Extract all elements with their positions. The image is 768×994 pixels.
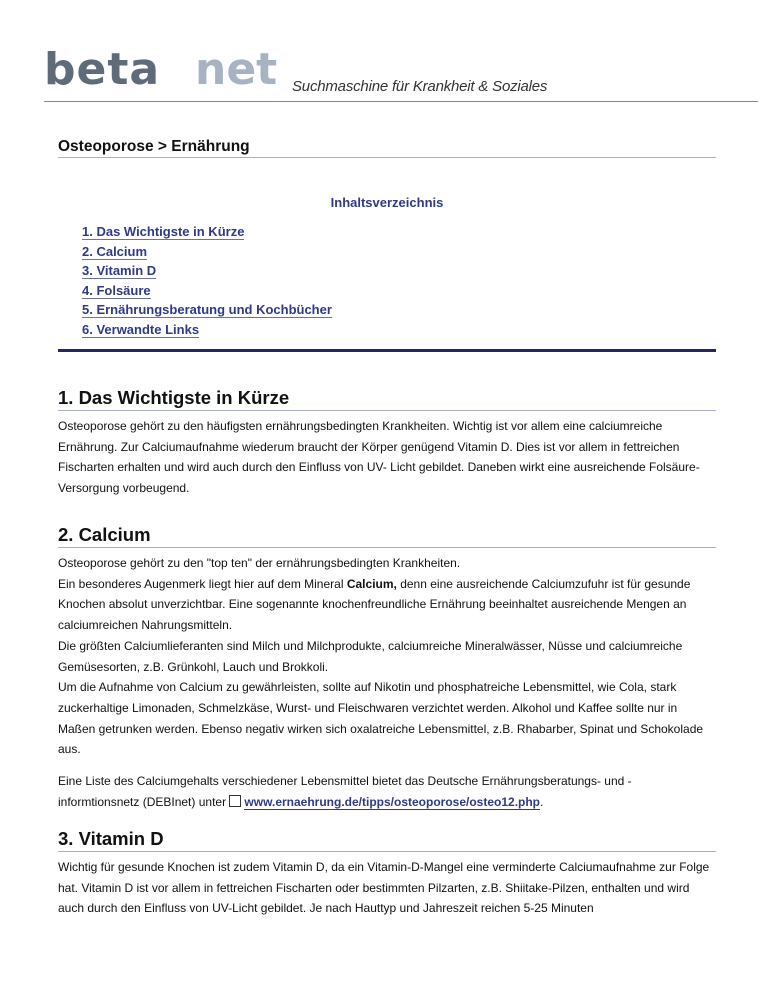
toc-link-folsaeure[interactable]: 4. Folsäure — [82, 282, 151, 298]
calcium-bold: Calcium, — [346, 576, 397, 591]
toc-item — [82, 223, 332, 243]
toc-item — [82, 301, 332, 321]
external-link-icon — [229, 795, 241, 807]
breadcrumb: Osteoporose > Ernährung — [58, 138, 250, 155]
toc-title: Inhaltsverzeichnis — [330, 195, 444, 210]
section-heading: 2. Calcium — [58, 524, 716, 548]
toc-item — [82, 262, 332, 282]
calcium-intro: Osteoporose gehört zu den "top ten" der ernährungsbedingten Krankheiten. — [58, 556, 461, 570]
toc-link-links[interactable]: 6. Verwandte Links — [82, 321, 200, 337]
toc-item — [82, 243, 332, 263]
section-text: Wichtig für gesunde Knochen ist zudem Vitamin D, da ein Vitamin-D-Mangel eine verminderte Calciumaufnahme zur Folge hat. Vitamin D ist vor allem in fettreichen Fischarten oder bestimmten Pilzarten, z.B. Shiitake-Pilzen, enthalten und wird auch durch den Einfluss von UV-Licht gebildet. Je nach Hauttyp und Jahreszeit reichen 5-25 Minuten — [58, 860, 710, 916]
section-text: Osteoporose gehört zu den häufigsten ernährungsbedingten Krankheiten. Wichtig ist vor allem eine calciumreiche Ernährung. Zur Calciumaufnahme wiederum braucht der Körper genügend Vitamin D. Dies ist vor allem in fettreichen Fischarten erhalten und wird auch durch den Einfluss von UV- Licht gebildet. Daneben wirkt eine ausreichende Folsäure-Versorgung vorbeugend. — [58, 419, 700, 496]
calcium-sources-text: Die größten Calciumlieferanten sind Milch und Milchprodukte, calciumreiche Mineralwässer, Nüsse und calciumreiche Gemüsesorten, z.B. Grünkohl, Lauch und Brokkoli. — [58, 638, 683, 674]
site-tagline: Suchmaschine für Krankheit & Soziales — [292, 78, 548, 95]
section-text — [58, 553, 716, 760]
section-summary — [58, 387, 716, 499]
toc-item — [82, 282, 332, 302]
calcium-text: Ein besonderes Augenmerk liegt hier auf dem Mineral — [58, 576, 344, 591]
section-text — [58, 771, 716, 812]
section-vitamin-d — [58, 828, 716, 919]
external-link[interactable]: www.ernaehrung.de/tipps/osteoporose/osteo12.php — [244, 794, 541, 809]
toc-divider-bar — [58, 349, 716, 352]
toc-link-summary[interactable]: 1. Das Wichtigste in Kürze — [82, 224, 245, 239]
logo-net[interactable]: net — [195, 44, 278, 95]
calcium-avoid-text: Um die Aufnahme von Calcium zu gewährleisten, sollte auf Nikotin und phosphatreiche Lebensmittel, wie Cola, stark zuckerhaltige Limonaden, Schmelzkäse, Wurst- und Fleischwaren verzichtet werden. Alkohol und Kaffee sollte nur in Maßen getrunken werden. Ebenso negativ wirken sich oxalatreiche Lebensmittel, z.B. Rhabarber, Spinat und Schokolade aus. — [58, 680, 704, 757]
toc-item — [82, 321, 332, 341]
calcium-list-text: Eine Liste des Calciumgehalts verschiedener Lebensmittel bietet das Deutsche Ernährungsberatungs- und - informtionsnetz (DEBInet) unter — [58, 774, 632, 809]
logo-beta[interactable]: beta — [44, 44, 161, 95]
table-of-contents — [82, 223, 332, 341]
toc-link-calcium[interactable]: 2. Calcium — [82, 243, 148, 259]
calcium-text: denn eine ausreichende Calciumzufuhr ist für gesunde Knochen absolut unverzichtbar. Eine sogenannte knochenfreundliche Ernährung beeinhaltet ausreichende Mengen an calciumreichen Nahrungsmitteln. — [58, 576, 691, 633]
breadcrumb-divider — [58, 157, 716, 158]
sentence-end: . — [540, 794, 544, 809]
section-heading: 3. Vitamin D — [58, 828, 716, 852]
toc-link-vitamin-d[interactable]: 3. Vitamin D — [82, 263, 157, 279]
toc-link-beratung[interactable]: 5. Ernährungsberatung und Kochbücher — [82, 302, 332, 318]
header-divider — [44, 101, 758, 102]
site-header — [0, 0, 768, 104]
section-heading: 1. Das Wichtigste in Kürze — [58, 387, 716, 411]
section-calcium — [58, 524, 716, 812]
